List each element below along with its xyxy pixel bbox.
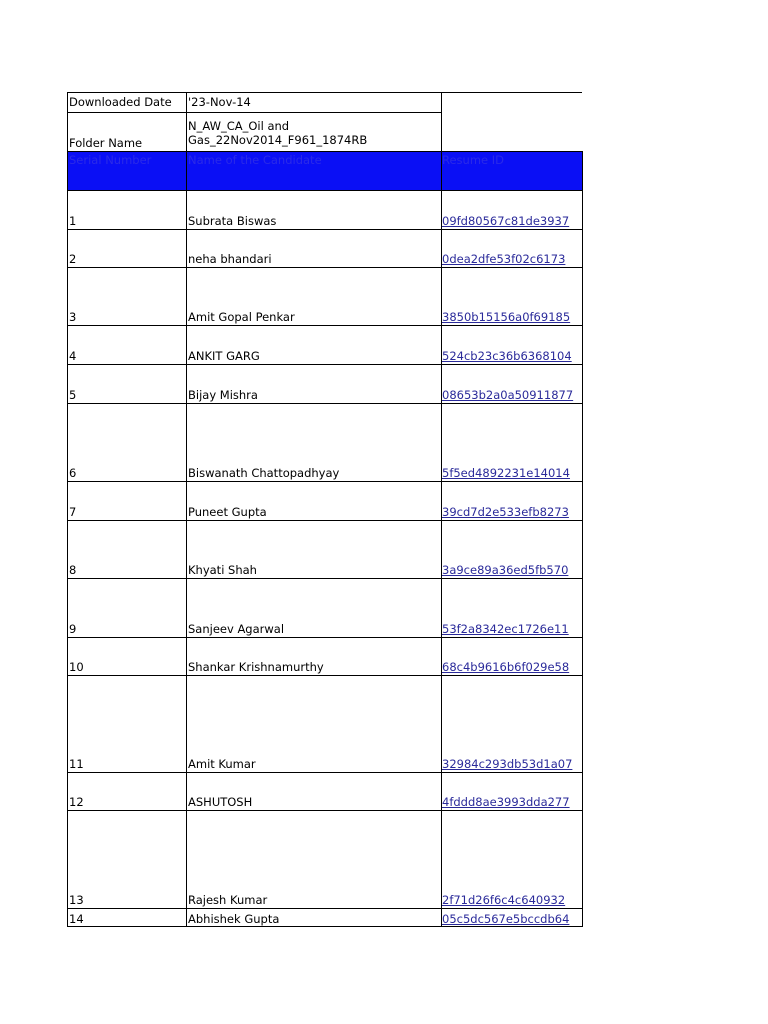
candidate-name-cell: neha bhandari <box>188 252 272 266</box>
resume-id-cell <box>441 481 582 520</box>
candidate-name-cell: Subrata Biswas <box>188 214 277 228</box>
folder-name-value-line2: Gas_22Nov2014_F961_1874RB <box>188 133 368 147</box>
table-row <box>67 364 582 403</box>
table-row <box>67 578 582 637</box>
table-row <box>67 267 582 325</box>
candidate-name-cell: Sanjeev Agarwal <box>188 622 285 636</box>
serial-cell: 3 <box>69 310 77 324</box>
resume-id-cell <box>441 810 582 908</box>
gridline-h <box>67 926 582 927</box>
column-header-serial: Serial Number <box>69 153 152 167</box>
gridline-h <box>67 810 582 811</box>
gridline-h <box>67 151 582 152</box>
resume-id-cell <box>441 325 582 364</box>
serial-cell: 12 <box>69 795 84 809</box>
resume-id-cell <box>441 267 582 325</box>
table-row <box>67 908 582 927</box>
resume-id-link[interactable]: 05c5dc567e5bccdb64 <box>442 912 570 926</box>
resume-id-link[interactable]: 3850b15156a0f69185 <box>442 310 571 324</box>
folder-name-row <box>67 113 582 151</box>
candidate-name-cell: Amit Kumar <box>188 757 256 771</box>
candidate-name-cell: Rajesh Kumar <box>188 893 268 907</box>
gridline-v <box>186 92 187 927</box>
resume-id-cell <box>441 675 582 772</box>
gridline-h <box>67 112 441 113</box>
resume-id-cell <box>441 578 582 637</box>
serial-cell: 14 <box>69 912 84 926</box>
gridline-h <box>67 229 582 230</box>
gridline-v <box>441 92 442 927</box>
serial-cell: 2 <box>69 252 77 266</box>
table-row <box>67 403 582 481</box>
gridline-h <box>67 675 582 676</box>
gridline-h <box>67 267 582 268</box>
column-header-resume-id: Resume ID <box>442 153 505 167</box>
resume-id-link[interactable]: 08653b2a0a50911877 <box>442 388 574 402</box>
table-row <box>67 772 582 810</box>
serial-cell: 9 <box>69 622 77 636</box>
serial-cell: 5 <box>69 388 77 402</box>
serial-cell: 10 <box>69 660 84 674</box>
table-row <box>67 481 582 520</box>
gridline-h <box>67 578 582 579</box>
candidate-name-cell: Khyati Shah <box>188 563 257 577</box>
resume-id-link[interactable]: 4fddd8ae3993dda277 <box>442 795 570 809</box>
resume-id-link[interactable]: 2f71d26f6c4c640932 <box>442 893 566 907</box>
table-row <box>67 810 582 908</box>
candidate-name-cell: Biswanath Chattopadhyay <box>188 466 340 480</box>
gridline-h <box>67 92 441 93</box>
candidate-name-cell: ASHUTOSH <box>188 795 253 809</box>
resume-id-cell <box>441 772 582 810</box>
candidate-name-cell: Amit Gopal Penkar <box>188 310 295 324</box>
table-row <box>67 229 582 267</box>
table-row <box>67 520 582 578</box>
resume-id-link[interactable]: 0dea2dfe53f02c6173 <box>442 252 566 266</box>
resume-id-cell <box>441 190 582 229</box>
serial-cell: 11 <box>69 757 84 771</box>
candidate-name-cell: ANKIT GARG <box>188 349 260 363</box>
resume-id-link[interactable]: 3a9ce89a36ed5fb570 <box>442 563 569 577</box>
serial-cell: 1 <box>69 214 77 228</box>
resume-id-link[interactable]: 09fd80567c81de3937 <box>442 214 570 228</box>
resume-id-cell <box>441 403 582 481</box>
table-row <box>67 325 582 364</box>
resume-id-cell <box>441 364 582 403</box>
column-header-name: Name of the Candidate <box>188 153 322 167</box>
gridline-h <box>67 481 582 482</box>
gridline-h <box>441 92 582 93</box>
resume-id-link[interactable]: 53f2a8342ec1726e11 <box>442 622 569 636</box>
gridline-h <box>67 190 582 191</box>
folder-name-value-line1: N_AW_CA_Oil and <box>188 119 290 133</box>
candidate-name-cell: Abhishek Gupta <box>188 912 280 926</box>
column-header-band <box>67 151 582 190</box>
gridline-h <box>67 772 582 773</box>
gridline-h <box>67 325 582 326</box>
table-row <box>67 637 582 675</box>
gridline-h <box>67 403 582 404</box>
folder-name-value <box>186 113 441 151</box>
resume-id-link[interactable]: 524cb23c36b6368104 <box>442 349 572 363</box>
resume-id-link[interactable]: 32984c293db53d1a07 <box>442 757 573 771</box>
resume-id-cell <box>441 908 582 927</box>
gridline-h <box>67 908 582 909</box>
resume-id-cell <box>441 229 582 267</box>
serial-cell: 8 <box>69 563 77 577</box>
downloaded-date-row <box>67 92 582 113</box>
table-row <box>67 190 582 229</box>
table-row <box>67 675 582 772</box>
gridline-v <box>582 151 583 927</box>
candidate-name-cell: Bijay Mishra <box>188 388 258 402</box>
gridline-h <box>67 637 582 638</box>
gridline-v <box>67 92 68 927</box>
resume-id-link[interactable]: 5f5ed4892231e14014 <box>442 466 570 480</box>
resume-id-cell <box>441 637 582 675</box>
folder-name-label: Folder Name <box>69 136 143 150</box>
resume-id-link[interactable]: 39cd7d2e533efb8273 <box>442 505 569 519</box>
downloaded-date-label: Downloaded Date <box>69 95 172 109</box>
serial-cell: 13 <box>69 893 84 907</box>
resume-id-link[interactable]: 68c4b9616b6f029e58 <box>442 660 570 674</box>
serial-cell: 7 <box>69 505 77 519</box>
serial-cell: 4 <box>69 349 77 363</box>
serial-cell: 6 <box>69 466 77 480</box>
resume-id-cell <box>441 520 582 578</box>
downloaded-date-value: '23-Nov-14 <box>188 95 251 109</box>
candidate-name-cell: Puneet Gupta <box>188 505 267 519</box>
candidate-name-cell: Shankar Krishnamurthy <box>188 660 324 674</box>
gridline-h <box>67 364 582 365</box>
gridline-h <box>67 520 582 521</box>
